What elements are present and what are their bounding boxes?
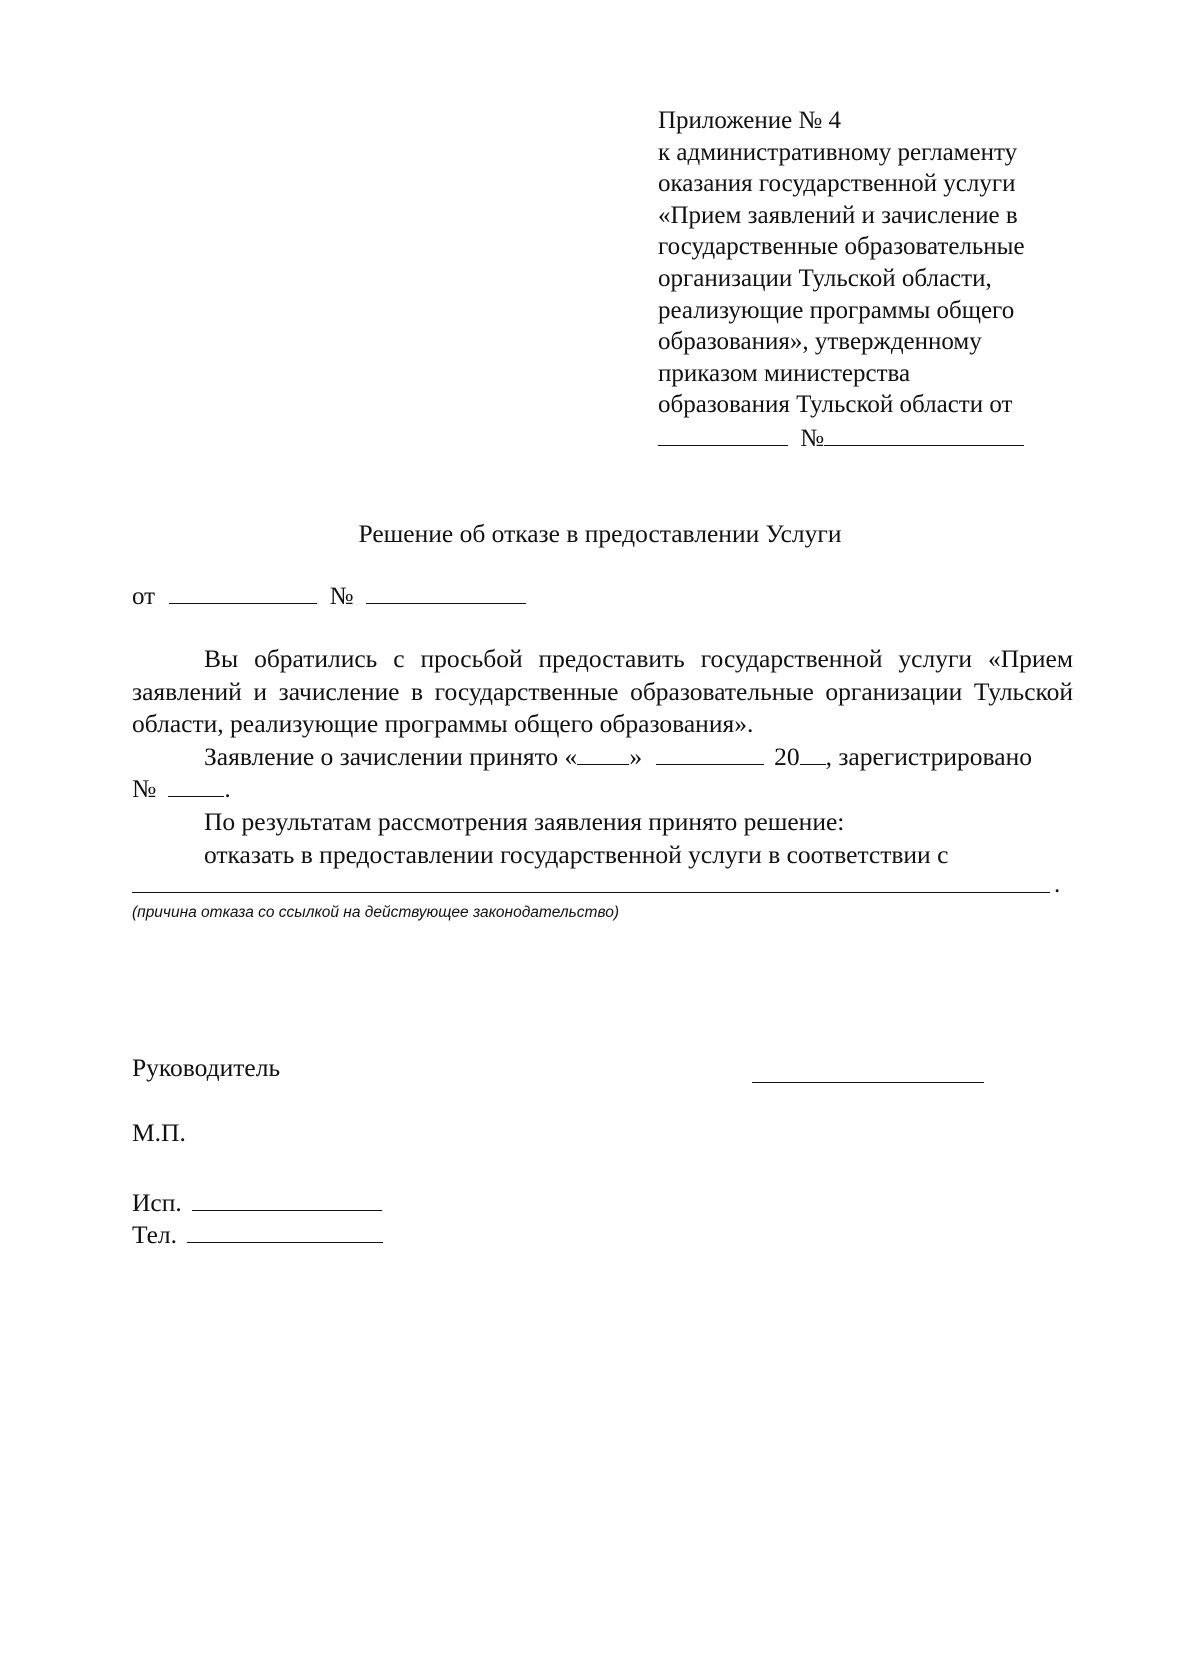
- accepted-month-blank: [656, 742, 764, 765]
- decision-date-blank: [169, 581, 317, 604]
- head-signature-blank: [752, 1082, 984, 1083]
- request-paragraph: Вы обратились с просьбой предоставить государственной услуги «Прием заявлений и зачисление в государственные образовательные организации Тульской области, реализующие программы общего образования».: [132, 644, 1073, 739]
- accepted-text: Заявление о зачислении принято «: [204, 741, 578, 771]
- appendix-line: приказом министерства: [658, 359, 911, 387]
- executor-label: Исп.: [132, 1188, 182, 1217]
- decision-number-blank: [366, 581, 526, 604]
- phone-blank: [187, 1220, 383, 1243]
- appendix-line: государственные образовательные: [658, 233, 1025, 261]
- order-date-blank: [658, 423, 788, 446]
- appendix-order-blanks: [658, 423, 1025, 455]
- registration-number-sign: №: [132, 774, 157, 804]
- refusal-reason-caption: (причина отказа со ссылкой на действующее законодательство): [132, 904, 619, 921]
- refusal-reason-dot: .: [1054, 871, 1061, 898]
- accepted-year-prefix: 20: [774, 741, 800, 771]
- registration-number-blank: [168, 774, 224, 797]
- accepted-day-blank: [577, 742, 629, 765]
- head-label: Руководитель: [132, 1053, 281, 1082]
- registered-text: , зарегистрировано: [825, 741, 1032, 771]
- executor-blank: [192, 1188, 382, 1211]
- appendix-line: образования Тульской области от: [658, 391, 1013, 419]
- decision-date-row: [132, 581, 526, 613]
- stamp-label: М.П.: [132, 1118, 186, 1147]
- appendix-note: [658, 105, 1025, 455]
- phone-label: Тел.: [132, 1220, 178, 1249]
- decision-body: [132, 643, 1073, 871]
- document-title: Решение об отказе в предоставлении Услуги: [358, 519, 842, 548]
- appendix-line: «Прием заявлений и зачисление в: [658, 201, 1018, 229]
- order-number-sign: №: [800, 424, 825, 452]
- accepted-year-blank: [800, 742, 826, 765]
- appendix-line: организации Тульской области,: [658, 264, 992, 292]
- phone-row: [132, 1219, 383, 1251]
- decision-number-sign: №: [329, 583, 354, 610]
- date-prefix: от: [132, 583, 156, 610]
- refusal-reason-blank: [132, 892, 1050, 893]
- accepted-quote-close: »: [629, 741, 643, 771]
- order-number-blank: [824, 423, 1024, 446]
- refusal-reason-row: [132, 870, 1061, 900]
- refusal-line: отказать в предоставлении государственной услуги в соответствии с: [204, 839, 949, 869]
- appendix-line: реализующие программы общего: [658, 296, 1015, 324]
- registration-number-line: [132, 773, 1073, 806]
- appendix-line: образования», утвержденному: [658, 328, 982, 356]
- registration-dot: .: [224, 774, 231, 804]
- application-accepted-line: [132, 741, 1073, 774]
- appendix-line: оказания государственной услуги: [658, 170, 1016, 198]
- appendix-line: Приложение № 4: [658, 107, 842, 134]
- appendix-line: к административному регламенту: [658, 138, 1018, 166]
- executor-row: [132, 1187, 382, 1219]
- decision-intro-line: По результатам рассмотрения заявления принято решение:: [204, 806, 845, 836]
